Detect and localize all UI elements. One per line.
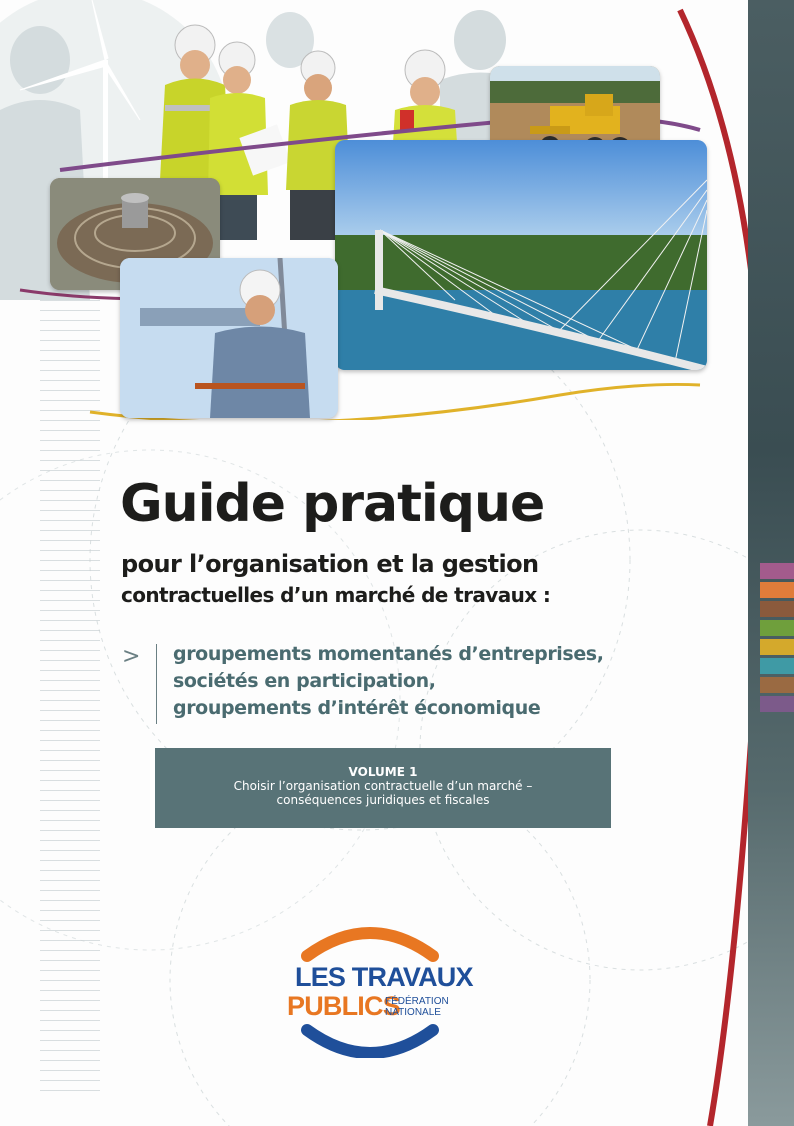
logo-line-1: LES TRAVAUX — [295, 962, 473, 992]
bullet-separator — [156, 644, 157, 724]
logo-line-3 — [385, 996, 449, 1018]
chevron-right-icon: > — [122, 644, 141, 669]
volume-description-line-1: Choisir l’organisation contractuelle d’un marché – — [233, 779, 533, 793]
logo-nationale: NATIONALE — [385, 1007, 441, 1018]
color-tabs — [760, 563, 794, 715]
volume-description-line-2: conséquences juridiques et fiscales — [276, 793, 490, 807]
topic-item: groupements momentanés d’entreprises, — [173, 643, 604, 665]
topic-item: sociétés en participation, — [173, 670, 436, 692]
subtitle-line-1: pour l’organisation et la gestion — [121, 550, 539, 578]
volume-label: VOLUME 1 — [348, 765, 418, 779]
page-title: Guide pratique — [120, 474, 545, 534]
subtitle-line-2: contractuelles d’un marché de travaux : — [121, 583, 551, 607]
logo-federation: FÉDÉRATION — [385, 996, 449, 1007]
topic-item: groupements d’intérêt économique — [173, 697, 541, 719]
fntp-logo — [285, 918, 473, 1058]
logo-line-2: PUBLICS — [287, 991, 400, 1021]
volume-banner — [155, 748, 611, 828]
topics-list — [173, 641, 604, 722]
